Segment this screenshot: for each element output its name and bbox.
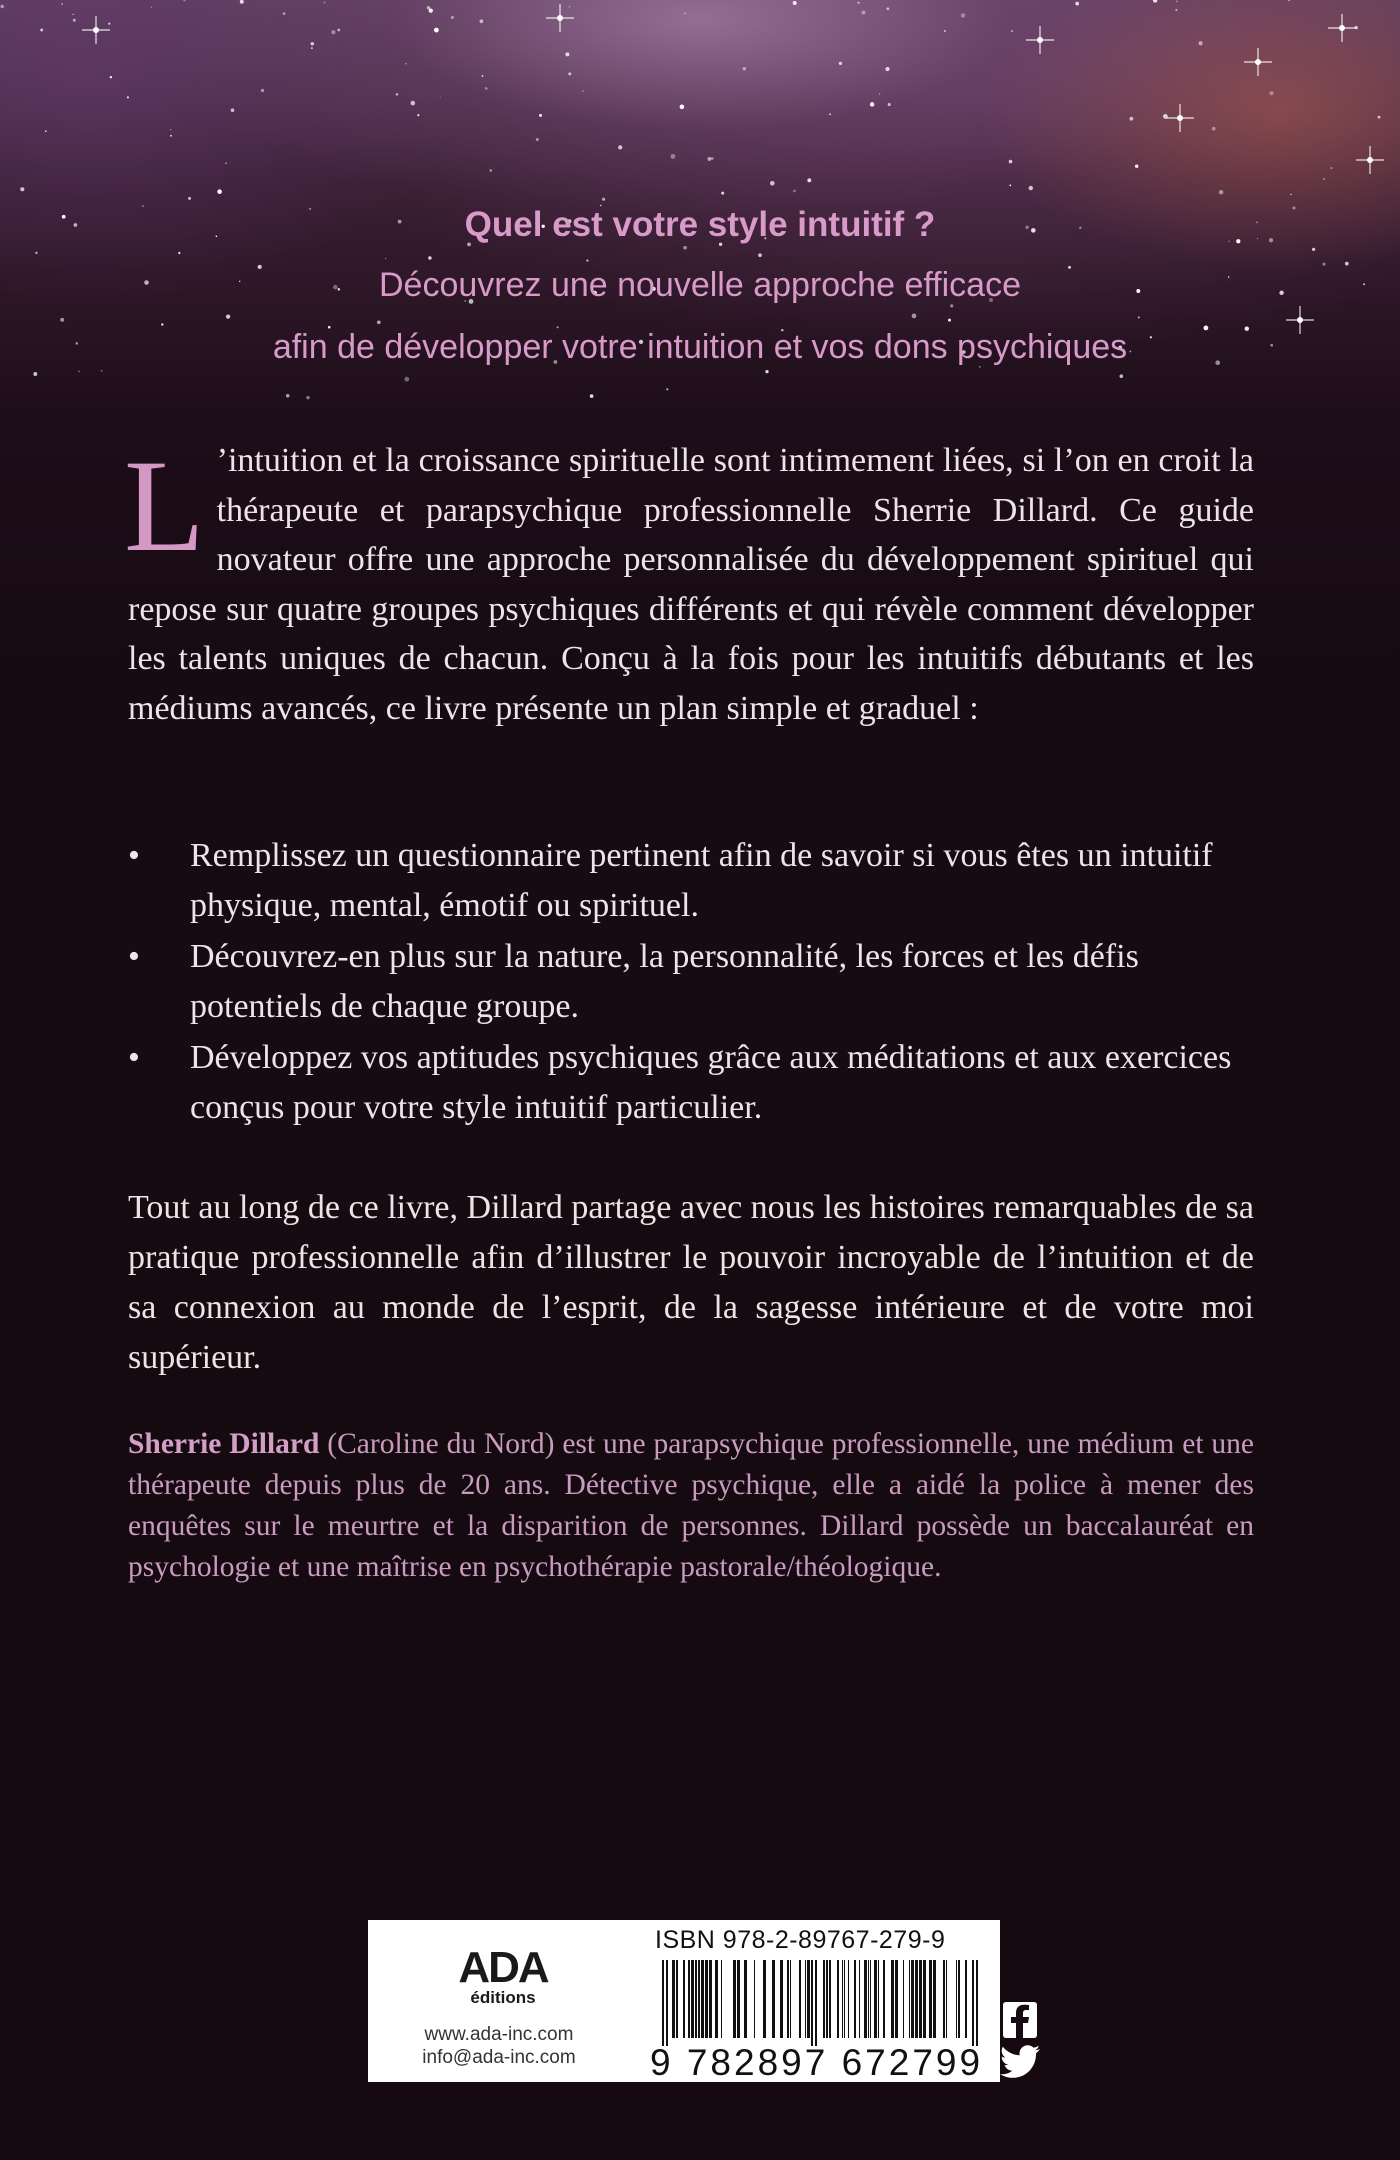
- star: [743, 67, 746, 70]
- list-item-text: Découvrez-en plus sur la nature, la personnalité, les forces et les défis potentiels de chaque groupe.: [190, 938, 1139, 1025]
- intro-paragraph: [124, 432, 1254, 733]
- star: [40, 29, 43, 32]
- barcode-bar: [807, 1960, 810, 2038]
- publisher-panel: [368, 1920, 1000, 2082]
- barcode-bar: [848, 1960, 849, 2038]
- star: [569, 6, 571, 8]
- author-name: Sherrie Dillard: [128, 1428, 320, 1460]
- star: [1199, 41, 1203, 45]
- barcode-bar: [874, 1960, 877, 2038]
- barcode-bar: [923, 1960, 926, 2038]
- star: [961, 13, 965, 17]
- publisher-website[interactable]: www.ada-inc.com: [424, 2024, 574, 2045]
- star: [1290, 194, 1291, 195]
- publisher-email[interactable]: info@ada-inc.com: [422, 2047, 576, 2068]
- star: [286, 394, 290, 398]
- barcode-bar: [744, 1960, 747, 2038]
- isbn-label: ISBN 978-2-89767-279-9: [655, 1926, 946, 1954]
- barcode-bar: [721, 1960, 722, 2038]
- star: [839, 62, 842, 65]
- star: [793, 190, 796, 193]
- star: [225, 162, 227, 164]
- barcode-bar: [705, 1960, 708, 2038]
- star: [127, 96, 129, 98]
- star: [565, 52, 569, 56]
- sparkle-star: [1356, 146, 1384, 174]
- star: [887, 7, 890, 10]
- barcode-bar: [854, 1960, 856, 2038]
- star: [283, 12, 286, 15]
- barcode-bar: [698, 1960, 700, 2038]
- barcode-bar: [709, 1960, 712, 2038]
- facebook-icon[interactable]: [1003, 2002, 1037, 2038]
- star: [217, 189, 222, 194]
- barcode-bar: [701, 1960, 704, 2038]
- sparkle-star: [1166, 104, 1194, 132]
- star: [45, 130, 47, 132]
- star: [261, 89, 264, 92]
- star: [1009, 160, 1013, 164]
- barcode-bar: [826, 1960, 828, 2038]
- star: [170, 129, 171, 130]
- bullet-marker: •: [128, 837, 140, 874]
- barcode-bar: [972, 1960, 974, 2046]
- barcode-bar: [688, 1960, 690, 2038]
- barcode: [656, 1960, 986, 2046]
- star: [1011, 30, 1013, 32]
- star: [684, 13, 685, 14]
- bullet-list: [128, 831, 1254, 1134]
- star: [231, 108, 235, 112]
- star: [20, 187, 24, 191]
- star: [879, 93, 880, 94]
- bullet-marker: •: [128, 938, 140, 975]
- star: [108, 23, 110, 25]
- barcode-bar: [933, 1960, 936, 2038]
- barcode-bar: [763, 1960, 766, 2038]
- barcode-bar: [903, 1960, 904, 2038]
- barcode-bar: [715, 1960, 718, 2038]
- barcode-bar: [733, 1960, 736, 2038]
- barcode-bar: [844, 1960, 845, 2038]
- star: [770, 181, 775, 186]
- barcode-bar: [868, 1960, 869, 2038]
- star: [666, 388, 668, 390]
- list-item-text: Remplissez un questionnaire pertinent afin de savoir si vous êtes un intuitif physique, mental, émotif ou spirituel.: [190, 837, 1213, 924]
- star: [671, 154, 676, 159]
- star: [1135, 164, 1138, 167]
- star: [306, 396, 309, 399]
- star: [858, 2, 860, 4]
- star: [944, 30, 946, 32]
- barcode-bar: [799, 1960, 801, 2038]
- barcode-bar: [883, 1960, 885, 2038]
- barcode-bar: [811, 1960, 813, 2046]
- barcode-bar: [823, 1960, 825, 2038]
- barcode-bar: [737, 1960, 740, 2038]
- barcode-bar: [676, 1960, 678, 2038]
- star: [311, 42, 314, 45]
- star: [337, 29, 340, 32]
- closing-paragraph: Tout au long de ce livre, Dillard partage avec nous les histoires remarquables de sa pratique professionnelle afin d’illustrer le pouvoir incroyable de l’intuition et de sa connexion au monde de l’esprit, de la sagesse intérieure et de votre moi supérieur.: [128, 1189, 1254, 1376]
- sparkle-star: [1244, 48, 1272, 76]
- star: [807, 178, 811, 182]
- star: [170, 135, 172, 137]
- barcode-bar: [946, 1960, 947, 2038]
- star: [405, 63, 406, 64]
- star: [490, 169, 492, 171]
- star: [480, 19, 484, 23]
- star: [829, 113, 831, 115]
- tagline-question: Quel est votre style intuitif ?: [464, 205, 936, 244]
- star: [1129, 117, 1133, 121]
- barcode-bar: [691, 1960, 694, 2038]
- publisher-logo: [428, 1942, 578, 2008]
- star: [582, 90, 583, 91]
- star: [396, 93, 399, 96]
- barcode-bar: [909, 1960, 910, 2038]
- barcode-digits: 9 782897 672799: [650, 2042, 984, 2083]
- logo-text: ADA: [458, 1943, 548, 1992]
- barcode-bar: [754, 1960, 755, 2038]
- star: [485, 87, 488, 90]
- barcode-bar: [929, 1960, 932, 2038]
- star: [1176, 0, 1178, 2]
- barcode-bar: [695, 1960, 697, 2038]
- barcode-bar: [976, 1960, 978, 2046]
- barcode-bar: [672, 1960, 675, 2038]
- star: [1212, 127, 1216, 131]
- drop-cap: L: [124, 432, 205, 579]
- barcode-bar: [815, 1960, 817, 2046]
- list-item: [128, 831, 1254, 930]
- star: [862, 11, 866, 15]
- star: [110, 76, 112, 78]
- barcode-bar: [956, 1960, 957, 2038]
- barcode-bar: [829, 1960, 831, 2038]
- star: [618, 145, 622, 149]
- star: [331, 30, 335, 34]
- tagline-line-1: Découvrez une nouvelle approche efficace: [378, 266, 1021, 304]
- star: [1330, 167, 1332, 169]
- author-bio-text: (Caroline du Nord) est une parapsychique professionnelle, une médium et une thérapeute depuis plus de 20 ans. Détective psychique, elle a aidé la police à mener des enquêtes sur le meurtre et la disparition de personnes. Dillard possède un baccalauréat en psychologie et une maîtrise en psychothérapie pastorale/théologique.: [128, 1428, 1254, 1583]
- barcode-bar: [915, 1960, 918, 2038]
- barcode-bar: [895, 1960, 898, 2038]
- author-bio: [128, 1424, 1254, 1588]
- bullet-marker: •: [128, 1039, 140, 1076]
- star: [183, 0, 186, 1]
- star: [870, 102, 874, 106]
- star: [707, 157, 711, 161]
- barcode-bar: [870, 1960, 871, 2038]
- star: [536, 138, 539, 141]
- star: [434, 28, 439, 33]
- list-item: [128, 932, 1254, 1031]
- star: [311, 47, 313, 49]
- sparkle-star: [1026, 26, 1054, 54]
- barcode-bar: [790, 1960, 791, 2038]
- star: [590, 394, 594, 398]
- star: [793, 1, 797, 5]
- logo-subtext: éditions: [470, 1988, 536, 2007]
- star: [0, 5, 3, 8]
- sparkle-star: [1328, 14, 1356, 42]
- star: [417, 114, 419, 116]
- barcode-bar: [805, 1960, 806, 2038]
- tagline: [0, 196, 1400, 378]
- star: [1378, 116, 1381, 119]
- star: [1175, 9, 1177, 11]
- star: [482, 75, 484, 77]
- barcode-bar: [787, 1960, 789, 2038]
- list-item: [128, 1033, 1254, 1132]
- sparkle-star: [546, 4, 574, 32]
- star: [1153, 0, 1157, 3]
- barcode-bar: [878, 1960, 879, 2038]
- star: [680, 104, 685, 109]
- star: [440, 97, 441, 98]
- star: [151, 6, 153, 8]
- barcode-bar: [780, 1960, 783, 2038]
- star: [240, 0, 244, 4]
- twitter-icon[interactable]: [1000, 2045, 1040, 2079]
- barcode-bar: [864, 1960, 867, 2038]
- star: [568, 72, 571, 75]
- barcode-bar: [919, 1960, 922, 2038]
- star: [1009, 185, 1011, 187]
- star: [411, 101, 416, 106]
- barcode-bar: [662, 1960, 664, 2046]
- list-item-text: Développez vos aptitudes psychiques grâce aux méditations et aux exercices conçus pour votre style intuitif particulier.: [190, 1039, 1232, 1126]
- sparkle-star: [82, 16, 110, 44]
- star: [1323, 178, 1325, 180]
- star: [711, 157, 714, 160]
- barcode-bar: [772, 1960, 775, 2038]
- star: [61, 3, 63, 5]
- barcode-bar: [666, 1960, 668, 2046]
- tagline-line-2: afin de développer votre intuition et vos dons psychiques: [272, 328, 1128, 366]
- intro-text: ’intuition et la croissance spirituelle sont intimement liées, si l’on en croit la thérapeute et parapsychique professionnelle Sherrie Dillard. Ce guide novateur offre une approche personnalisée du développement spirituel qui repose sur quatre groupes psychiques différents et qui révèle comment développer les talents uniques de chacun. Conçu à la fois pour les intuitifs débutants et les médiums avancés, ce livre présente un plan simple et graduel :: [128, 442, 1254, 727]
- barcode-bar: [837, 1960, 839, 2038]
- barcode-bar: [683, 1960, 685, 2038]
- star: [1269, 91, 1273, 95]
- barcode-bar: [842, 1960, 843, 2038]
- star: [1029, 186, 1033, 190]
- barcode-bar: [891, 1960, 894, 2038]
- star: [1075, 2, 1079, 6]
- barcode-bar: [859, 1960, 860, 2038]
- star: [888, 103, 891, 106]
- star: [1288, 0, 1290, 1]
- star: [539, 114, 542, 117]
- barcode-bar: [958, 1960, 960, 2038]
- star: [73, 19, 76, 22]
- star: [721, 192, 724, 195]
- barcode-bar: [943, 1960, 945, 2038]
- star: [427, 6, 430, 9]
- star: [1219, 190, 1224, 195]
- star: [885, 67, 889, 71]
- star: [73, 14, 74, 15]
- barcode-bar: [911, 1960, 914, 2038]
- star: [324, 2, 326, 4]
- barcode-bar: [965, 1960, 967, 2038]
- star: [451, 16, 454, 19]
